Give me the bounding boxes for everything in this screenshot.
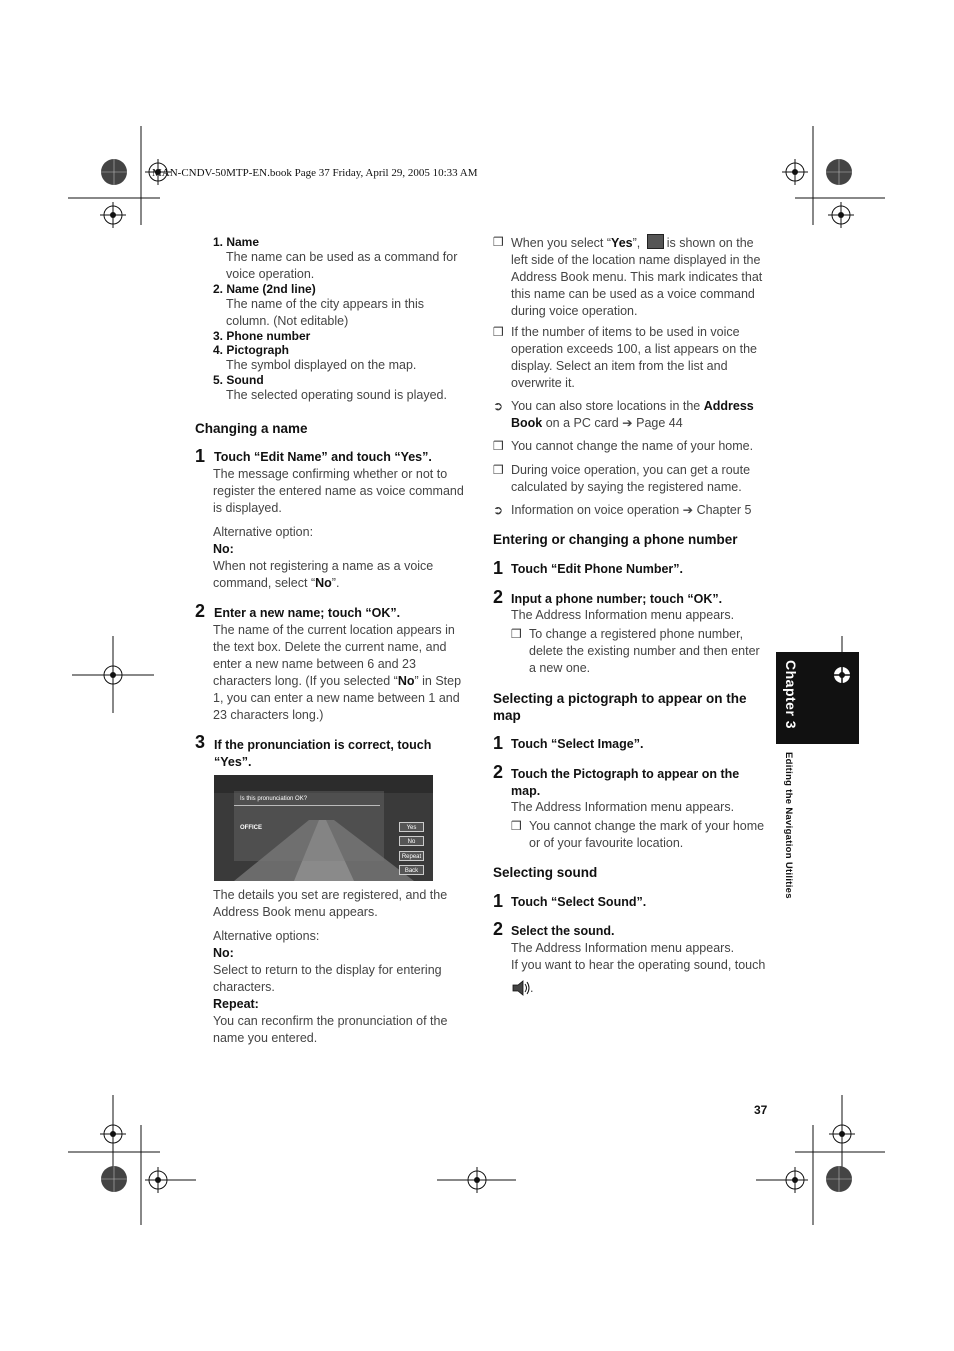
step-number: 1 [493, 733, 504, 753]
option-label: No: [213, 542, 234, 556]
checkbox-bullet-icon: ❒ [493, 439, 504, 453]
step-number: 2 [493, 919, 504, 939]
chapter-registration-icon [832, 665, 852, 685]
checkbox-bullet-icon: ❒ [493, 325, 504, 339]
field-list [213, 235, 473, 404]
ref-pc-card [511, 398, 773, 432]
text-line: operation exceeds 100, a list appears on the [511, 342, 758, 356]
text-part-bold: Book [511, 416, 543, 430]
text-part: When you select “ [511, 236, 612, 250]
text-line: enter a new name between 6 and 23 [213, 657, 416, 671]
text-line: The message confirming whether or not to [213, 467, 448, 481]
text-line: During voice operation, you can get a route [511, 463, 751, 477]
step-title: Select the sound. [511, 924, 615, 938]
step-desc: The Address Information menu appears. [511, 800, 735, 814]
text-line: calculated by saying the registered name. [511, 480, 742, 494]
field-name-title: 1. Name [213, 235, 260, 249]
step-title [511, 766, 739, 800]
step-number: 2 [195, 601, 206, 621]
text-line: Address Book menu appears. [213, 905, 378, 919]
text-line: left side of the location name displayed in the [511, 253, 761, 267]
text-part: command, select “ [213, 576, 316, 590]
text-part: ” in Step [414, 674, 462, 688]
text-line [511, 234, 773, 252]
text-line: The name of the city appears in this [226, 297, 425, 311]
step-desc [213, 466, 473, 592]
text-part: ”. [712, 592, 723, 606]
text-line: The details you set are registered, and the [213, 888, 448, 902]
period-text: . [530, 981, 534, 995]
step-number: 1 [195, 446, 206, 466]
text-line: display. Select an item from the list and [511, 359, 728, 373]
no-button[interactable]: No [399, 836, 424, 846]
note-route-voice [511, 462, 773, 496]
text-line [213, 673, 478, 690]
text-line [511, 415, 773, 432]
checkbox-bullet-icon: ❒ [511, 819, 522, 833]
step-number: 1 [493, 558, 504, 578]
step-title: Touch “Edit Phone Number”. [511, 562, 683, 576]
checkbox-bullet-icon: ❒ [511, 627, 522, 641]
text-line: column. (Not editable) [226, 314, 349, 328]
field-pictograph-title: 4. Pictograph [213, 343, 290, 357]
step-number: 3 [195, 732, 206, 752]
text-line: map [493, 708, 521, 723]
text-line [511, 398, 773, 415]
section-title-pictograph [493, 690, 747, 724]
note-home-name: You cannot change the name of your home. [511, 439, 754, 453]
field-sound-title: 5. Sound [213, 373, 264, 387]
note-voice-mark [511, 234, 773, 320]
text-line: The name of the current location appears in [213, 623, 455, 637]
text-line: the text box. Delete the current name, and [213, 640, 447, 654]
text-part: Input a phone number; touch “ [511, 592, 694, 606]
yes-button[interactable]: Yes [399, 822, 424, 832]
section-side-label: Editing the Navigation Utilities [783, 752, 794, 899]
step-number: 1 [493, 891, 504, 911]
section-title-changing-name: Changing a name [195, 421, 308, 436]
text-line: voice operation. [226, 267, 315, 281]
note-phone-change [529, 626, 769, 677]
text-line: When not registering a name as a voice [213, 559, 434, 573]
text-part: ”. [331, 576, 340, 590]
text-line: overwrite it. [511, 376, 575, 390]
repeat-button[interactable]: Repeat [399, 851, 424, 861]
dialog-name: OFFICE [240, 825, 262, 831]
field-phone-title: 3. Phone number [213, 329, 311, 343]
step-desc: The Address Information menu appears. [511, 608, 735, 622]
step-desc [511, 940, 773, 974]
text-line: map. [511, 784, 541, 798]
section-title-sound: Selecting sound [493, 865, 598, 880]
ref-voice-info: Information on voice operation ➔ Chapter 5 [511, 503, 752, 517]
text-line: characters. [213, 980, 275, 994]
step-title [214, 737, 431, 771]
text-line: The name can be used as a command for [226, 250, 458, 264]
field-pictograph-desc: The symbol displayed on the map. [226, 358, 417, 372]
step-title: Touch “Edit Name” and touch “Yes”. [214, 450, 432, 464]
text-line: 1, you can enter a new name between 1 and [213, 691, 460, 705]
text-line: Alternative option: [213, 525, 314, 539]
text-line: Selecting a pictograph to appear on the [493, 691, 747, 706]
text-line: The Address Information menu appears. [511, 941, 735, 955]
text-line: 23 characters long.) [213, 708, 324, 722]
text-line: If the number of items to be used in voice [511, 325, 740, 339]
text-line: Alternative options: [213, 929, 320, 943]
section-title-phone: Entering or changing a phone number [493, 532, 738, 547]
text-line [213, 575, 473, 592]
text-line: is displayed. [213, 501, 282, 515]
option-label: Repeat: [213, 997, 259, 1011]
checkbox-bullet-icon: ❒ [493, 463, 504, 477]
text-line: You can reconfirm the pronunciation of the [213, 1014, 448, 1028]
text-line: Touch the Pictograph to appear on the [511, 767, 740, 781]
text-line: name you entered. [213, 1031, 318, 1045]
field-name2-desc [226, 296, 473, 330]
voice-command-icon [647, 234, 664, 249]
step-title: Touch “Select Sound”. [511, 895, 647, 909]
text-line: If the pronunciation is correct, touch [214, 738, 432, 752]
step-desc [213, 622, 478, 724]
step-title: Touch “Select Image”. [511, 737, 644, 751]
text-line: Address Book menu. This mark indicates that [511, 270, 763, 284]
note-items-limit [511, 324, 773, 392]
text-part: You can also store locations in the [511, 399, 701, 413]
text-part-bold: Address [703, 399, 754, 413]
step-title: Enter a new name; touch “OK”. [214, 606, 401, 620]
field-sound-desc: The selected operating sound is played. [226, 388, 447, 402]
dialog-divider [234, 805, 380, 806]
pronunciation-screenshot [214, 775, 433, 881]
text-line: register the entered name as voice command [213, 484, 464, 498]
text-line: during voice operation. [511, 304, 638, 318]
text-line: To change a registered phone number, [529, 627, 744, 641]
text-line: If you want to hear the operating sound, touch [511, 958, 766, 972]
chapter-label: Chapter 3 [783, 660, 799, 730]
text-part-bold: No [315, 576, 332, 590]
text-part: characters long. (If you selected “ [213, 674, 398, 688]
text-part: is shown on the [666, 236, 754, 250]
step-number: 2 [493, 587, 504, 607]
text-part-bold: No [397, 674, 415, 688]
note-home-mark [529, 818, 769, 852]
reference-arrow-icon: ➲ [493, 503, 504, 517]
text-part: ”, [632, 236, 641, 250]
field-name2-title: 2. Name (2nd line) [213, 282, 316, 296]
dialog-prompt: Is this pronunciation OK? [240, 796, 308, 802]
step-title [511, 592, 722, 606]
text-line: delete the existing number and then enter [529, 644, 760, 658]
text-line: You cannot change the mark of your home [529, 819, 765, 833]
text-line: Select to return to the display for entering [213, 963, 442, 977]
text-line: a new one. [529, 661, 591, 675]
book-info-line: MAN-CNDV-50MTP-EN.book Page 37 Friday, April 29, 2005 10:33 AM [152, 167, 478, 179]
text-part-bold: Yes [611, 236, 633, 250]
option-label: No: [213, 946, 234, 960]
text-line: or of your favourite location. [529, 836, 684, 850]
reference-arrow-icon: ➲ [493, 399, 504, 413]
step-number: 2 [493, 762, 504, 782]
checkbox-bullet-icon: ❒ [493, 235, 504, 249]
back-button[interactable]: Back [399, 865, 424, 875]
text-line: this name can be used as a voice command [511, 287, 755, 301]
text-part: OK [693, 592, 713, 606]
field-name-desc [226, 249, 473, 283]
text-line: “Yes”. [214, 755, 252, 769]
step-desc [213, 887, 478, 1047]
page-number: 37 [754, 1103, 768, 1117]
text-part: on a PC card ➔ Page 44 [545, 416, 683, 430]
